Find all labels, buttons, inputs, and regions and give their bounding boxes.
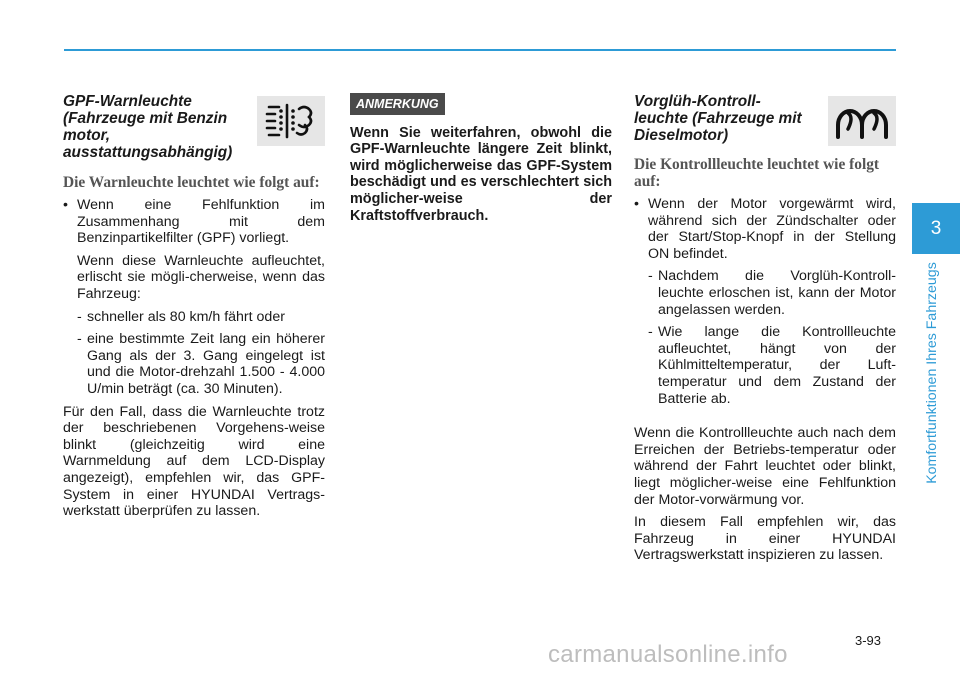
gpf-warning-icon xyxy=(257,96,325,146)
gpf-bullet xyxy=(63,197,325,247)
glow-bullet-text: Wenn der Motor vorgewärmt wird, während sich der Zündschalter oder der Start/Stop-Knopf in der Stellung ON befindet. xyxy=(648,196,896,262)
glow-dash-text: Wie lange die Kontrollleuchte aufleuchtet, hängt von der Kühlmitteltemperatur, der Luft-temperatur und dem Zustand der Batterie ab. xyxy=(658,324,896,407)
bullet-mark: • xyxy=(63,197,68,213)
glow-dash-item: - Nachdem die Vorglüh-Kontroll-leuchte erloschen ist, kann der Motor angelassen werden. xyxy=(648,268,896,318)
note-text: Wenn Sie weiterfahren, obwohl die GPF-Warnleuchte längere Zeit blinkt, wird möglicherweise das GPF-System beschädigt und es verschlechtert sich möglicher-weise der Kraftstoffverbrauch. xyxy=(350,124,612,224)
gpf-dash-item: - eine bestimmte Zeit lang ein höherer Gang als der 3. Gang eingelegt ist und die Motor-drehzahl 1.500 - 4.000 U/min beträgt (ca. 30 Minuten). xyxy=(77,331,325,397)
gpf-bullet-text: Wenn eine Fehlfunktion im Zusammenhang mit dem Benzinpartikelfilter (GPF) vorliegt. xyxy=(77,197,325,247)
glow-section xyxy=(634,93,896,570)
chapter-title: Komfortfunktionen Ihres Fahrzeugs xyxy=(924,262,940,484)
gpf-paragraph: Für den Fall, dass die Warnleuchte trotz der beschriebenen Vorgehens-weise blinkt (gleichzeitig wird eine Warnmeldung auf dem LCD-Display angezeigt), empfehlen wir, das GPF-System in einer HYUNDAI Vertrags-werkstatt überprüfen zu lassen. xyxy=(63,403,325,520)
watermark: carmanualsonline.info xyxy=(548,641,788,668)
gpf-title: GPF-Warnleuchte (Fahrzeuge mit Benzin motor, ausstattungsabhängig) xyxy=(63,93,233,161)
glow-plug-icon xyxy=(828,96,896,146)
gpf-dash-item: - schneller als 80 km/h fährt oder xyxy=(77,309,325,326)
glow-dash-text: Nachdem die Vorglüh-Kontroll-leuchte erloschen ist, kann der Motor angelassen werden. xyxy=(658,268,896,318)
note-label: ANMERKUNG xyxy=(350,93,445,115)
gpf-dash-text: eine bestimmte Zeit lang ein höherer Gang als der 3. Gang eingelegt ist und die Motor-drehzahl 1.500 - 4.000 U/min beträgt (ca. 30 Minuten). xyxy=(87,331,325,397)
gpf-dash-text: schneller als 80 km/h fährt oder xyxy=(87,308,285,325)
glow-bullet xyxy=(634,196,896,262)
chapter-number-tab: 3 xyxy=(912,203,960,254)
glow-dash-item: - Wie lange die Kontrollleuchte aufleuchtet, hängt von der Kühlmitteltemperatur, der Luft-temperatur und dem Zustand der Batterie ab. xyxy=(648,324,896,407)
gpf-section xyxy=(63,93,325,526)
bullet-mark: • xyxy=(634,196,639,212)
page-number: 3-93 xyxy=(855,633,882,648)
glow-subtitle: Die Kontrollleuchte leuchtet wie folgt auf: xyxy=(634,156,880,190)
glow-paragraph-2: In diesem Fall empfehlen wir, das Fahrzeug in einer HYUNDAI Vertragswerkstatt inspizieren zu lassen. xyxy=(634,514,896,564)
top-rule xyxy=(64,49,896,51)
glow-paragraph-1: Wenn die Kontrollleuchte auch nach dem Erreichen der Betriebs-temperatur oder während der Fahrt leuchtet oder blinkt, liegt möglicher-weise eine Fehlfunktion der Motor-vorwärmung vor. xyxy=(634,425,896,508)
chapter-title-vertical xyxy=(923,257,941,489)
note-section xyxy=(350,93,612,224)
glow-title: Vorglüh-Kontroll-leuchte (Fahrzeuge mit Dieselmotor) xyxy=(634,93,802,144)
gpf-subtitle: Die Warnleuchte leuchtet wie folgt auf: xyxy=(63,174,320,191)
gpf-bullet-continued: Wenn diese Warnleuchte aufleuchtet, erlischt sie mögli-cherweise, wenn das Fahrzeug: xyxy=(77,252,325,302)
